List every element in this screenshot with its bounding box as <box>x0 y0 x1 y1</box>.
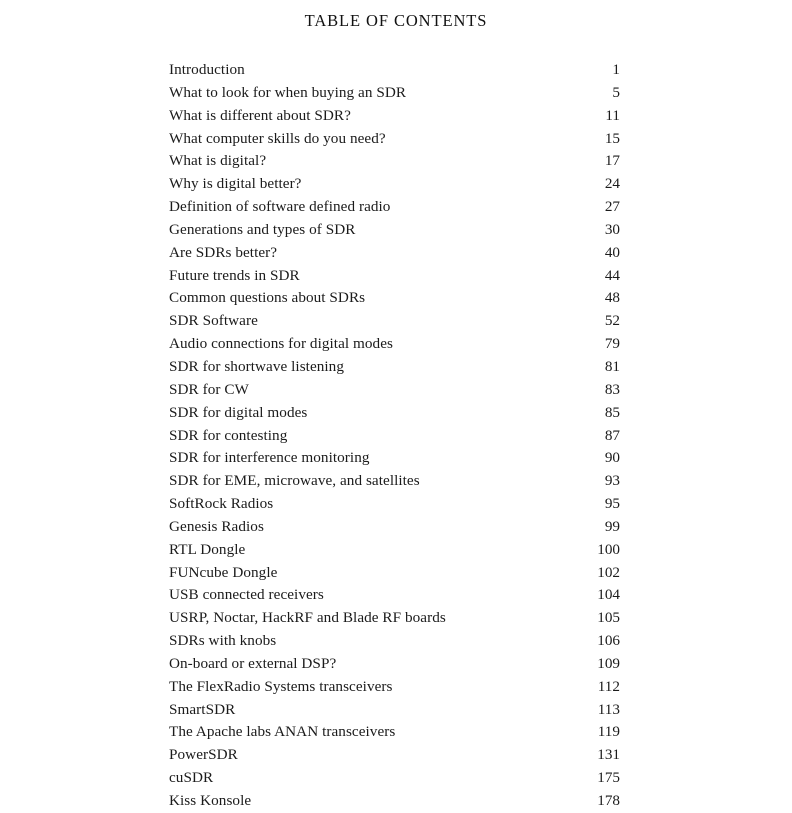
toc-entry-title: Are SDRs better? <box>169 243 278 261</box>
toc-entry[interactable] <box>169 562 620 585</box>
toc-entry-page-number: 40 <box>604 243 620 261</box>
toc-entry-title: FUNcube Dongle <box>169 563 278 581</box>
toc-entry-page-number: 95 <box>604 495 620 513</box>
toc-entry-page-number: 113 <box>597 700 620 718</box>
toc-entry[interactable] <box>169 105 620 128</box>
toc-entry-page-number: 99 <box>604 517 620 535</box>
toc-entry[interactable] <box>169 356 620 379</box>
toc-entry-title: PowerSDR <box>169 746 238 764</box>
toc-entry-page-number: 79 <box>604 335 620 353</box>
toc-entry-page-number: 93 <box>604 472 620 490</box>
toc-entry-page-number: 1 <box>612 61 620 78</box>
toc-entry-page-number: 105 <box>597 609 620 627</box>
toc-entry[interactable] <box>169 630 620 653</box>
toc-entry-page-number: 175 <box>597 769 620 787</box>
toc-entry-page-number: 81 <box>604 357 620 375</box>
toc-entry-page-number: 112 <box>597 677 620 695</box>
toc-entry[interactable] <box>169 196 620 219</box>
toc-entry-title: Future trends in SDR <box>169 266 300 284</box>
toc-entry-page-number: 30 <box>604 220 620 238</box>
toc-entry-page-number: 85 <box>604 403 620 421</box>
toc-entry[interactable] <box>169 493 620 516</box>
toc-entry-page-number: 17 <box>604 152 620 170</box>
toc-entry-title: What computer skills do you need? <box>169 129 386 147</box>
toc-entry-title: SDR for EME, microwave, and satellites <box>169 472 420 490</box>
toc-entry-page-number: 24 <box>604 175 620 193</box>
toc-entry[interactable] <box>169 744 620 767</box>
toc-entry[interactable] <box>169 425 620 448</box>
toc-entry-title: What is different about SDR? <box>169 106 351 124</box>
toc-entry-title: The Apache labs ANAN transceivers <box>169 723 396 741</box>
toc-entry-title: Generations and types of SDR <box>169 220 356 238</box>
toc-entry[interactable] <box>169 173 620 196</box>
toc-entry-page-number: 106 <box>597 632 620 650</box>
toc-entry[interactable] <box>169 539 620 562</box>
toc-entry-title: Definition of software defined radio <box>169 198 391 216</box>
toc-entry-title: USB connected receivers <box>169 586 324 604</box>
toc-entry[interactable] <box>169 82 620 105</box>
toc-entry[interactable] <box>169 402 620 425</box>
toc-entry[interactable] <box>169 265 620 288</box>
toc-entry-title: RTL Dongle <box>169 540 246 558</box>
toc-entry-title: SDR for contesting <box>169 426 288 444</box>
toc-entry-title: SDR for CW <box>169 380 249 398</box>
toc-entry-title: SDR for interference monitoring <box>169 449 370 467</box>
toc-entry-title: Audio connections for digital modes <box>169 335 393 353</box>
toc-entry-page-number: 90 <box>604 449 620 467</box>
page-title: TABLE OF CONTENTS <box>304 11 488 30</box>
toc-entry-page-number: 178 <box>597 792 620 809</box>
toc-entry-title: SmartSDR <box>169 700 236 718</box>
toc-entry[interactable] <box>169 287 620 310</box>
toc-entry[interactable] <box>169 310 620 333</box>
toc-entry-page-number: 100 <box>597 540 620 558</box>
toc-entry[interactable] <box>169 59 620 82</box>
toc-entry-title: SDR for digital modes <box>169 403 308 421</box>
toc-entry[interactable] <box>169 470 620 493</box>
toc-entry-page-number: 27 <box>604 198 620 216</box>
toc-entry-list <box>169 59 620 813</box>
toc-entry-page-number: 52 <box>604 312 620 330</box>
toc-entry[interactable] <box>169 767 620 790</box>
toc-entry[interactable] <box>169 699 620 722</box>
toc-entry-page-number: 102 <box>597 563 620 581</box>
toc-entry-page-number: 109 <box>597 654 620 672</box>
toc-entry[interactable] <box>169 790 620 813</box>
toc-entry-title: Introduction <box>169 61 245 78</box>
toc-entry-title: Common questions about SDRs <box>169 289 366 307</box>
toc-entry-page-number: 5 <box>612 83 620 101</box>
toc-entry-title: The FlexRadio Systems transceivers <box>169 677 393 695</box>
toc-entry-page-number: 104 <box>597 586 620 604</box>
toc-entry[interactable] <box>169 219 620 242</box>
toc-entry[interactable] <box>169 447 620 470</box>
toc-entry[interactable] <box>169 584 620 607</box>
toc-entry[interactable] <box>169 607 620 630</box>
toc-entry-title: What to look for when buying an SDR <box>169 83 407 101</box>
toc-entry-page-number: 48 <box>604 289 620 307</box>
toc-entry-title: cuSDR <box>169 769 214 787</box>
toc-entry-page-number: 44 <box>604 266 620 284</box>
toc-entry-title: USRP, Noctar, HackRF and Blade RF boards <box>169 609 446 627</box>
toc-entry[interactable] <box>169 150 620 173</box>
toc-entry[interactable] <box>169 721 620 744</box>
toc-entry-page-number: 11 <box>605 106 620 124</box>
toc-entry-title: SDR for shortwave listening <box>169 357 344 375</box>
toc-entry-title: SoftRock Radios <box>169 495 274 513</box>
toc-entry[interactable] <box>169 653 620 676</box>
toc-entry-title: SDR Software <box>169 312 258 330</box>
toc-entry-page-number: 15 <box>604 129 620 147</box>
toc-entry[interactable] <box>169 379 620 402</box>
toc-entry-title: What is digital? <box>169 152 267 170</box>
toc-entry-title: Kiss Konsole <box>169 792 252 809</box>
toc-entry[interactable] <box>169 516 620 539</box>
toc-entry[interactable] <box>169 128 620 151</box>
toc-entry-page-number: 87 <box>604 426 620 444</box>
toc-entry-title: Why is digital better? <box>169 175 302 193</box>
toc-entry-page-number: 131 <box>597 746 620 764</box>
toc-entry[interactable] <box>169 242 620 265</box>
toc-entry-title: SDRs with knobs <box>169 632 277 650</box>
toc-entry[interactable] <box>169 333 620 356</box>
toc-entry-page-number: 83 <box>604 380 620 398</box>
toc-entry[interactable] <box>169 676 620 699</box>
toc-entry-title: On-board or external DSP? <box>169 654 337 672</box>
toc-entry-title: Genesis Radios <box>169 517 264 535</box>
toc-entry-page-number: 119 <box>597 723 620 741</box>
